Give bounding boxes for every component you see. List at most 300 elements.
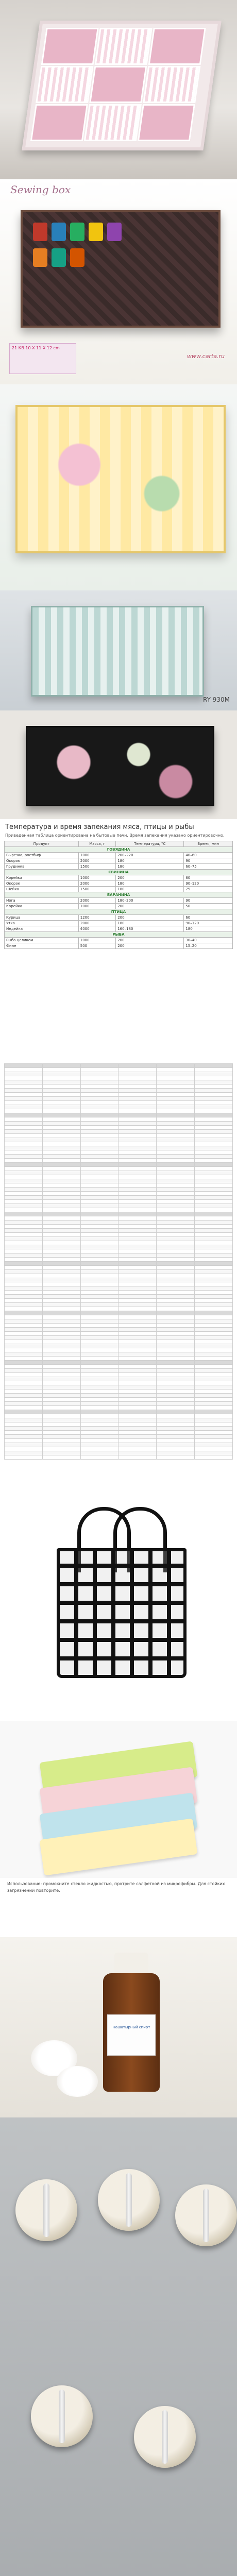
table-cell — [80, 1427, 118, 1431]
table-cell — [157, 1225, 195, 1229]
table-cell — [42, 1389, 80, 1394]
table-row — [5, 1093, 233, 1097]
table-cell — [157, 1212, 195, 1216]
table-cell — [5, 1398, 43, 1402]
table-cell — [195, 1225, 233, 1229]
table-cell — [195, 1410, 233, 1414]
table-cell — [157, 1410, 195, 1414]
table-cell — [42, 1167, 80, 1171]
table-cell — [195, 1200, 233, 1204]
table-cell — [80, 1328, 118, 1332]
table-cell — [5, 1109, 43, 1113]
table-cell: 180 — [116, 864, 184, 870]
table-cell — [80, 1167, 118, 1171]
table-cell — [80, 1377, 118, 1381]
table-cell — [80, 1179, 118, 1183]
table-cell — [157, 1373, 195, 1377]
table-row — [5, 1455, 233, 1460]
table-header-cell: Масса, г — [78, 841, 115, 847]
table-cell — [80, 1229, 118, 1233]
table-cell — [118, 1410, 157, 1414]
table-cell — [42, 1258, 80, 1262]
product-tag: RY 930M — [203, 696, 230, 703]
table-cell — [157, 1414, 195, 1418]
table-cell — [80, 1064, 118, 1068]
table-cell — [80, 1216, 118, 1221]
grey-table — [4, 1063, 233, 1460]
table-cell — [195, 1150, 233, 1155]
table-cell — [80, 1439, 118, 1443]
table-cell — [5, 1076, 43, 1080]
table-cell — [118, 1414, 157, 1418]
table-cell — [42, 1286, 80, 1291]
table-cell — [5, 1352, 43, 1357]
table-cell — [80, 1398, 118, 1402]
table-cell — [118, 1427, 157, 1431]
table-cell — [195, 1192, 233, 1196]
table-cell — [42, 1072, 80, 1076]
table-group-row: СВИНИНА — [5, 870, 233, 875]
table-cell — [5, 1344, 43, 1348]
table-cell — [157, 1072, 195, 1076]
table-cell — [157, 1122, 195, 1126]
table-row — [5, 1451, 233, 1455]
table-cell — [42, 1179, 80, 1183]
table-cell — [195, 1385, 233, 1389]
table-row — [5, 1262, 233, 1266]
table-row — [5, 1249, 233, 1253]
table-cell — [5, 1237, 43, 1241]
table-cell — [80, 1208, 118, 1212]
table-cell — [5, 1130, 43, 1134]
table-cell — [157, 1406, 195, 1410]
table-cell: 1000 — [78, 853, 115, 858]
table-cell — [195, 1274, 233, 1278]
table-cell — [80, 1175, 118, 1179]
table-row — [5, 1431, 233, 1435]
usage-paragraph: Использование: промокните стекло жидкостью, протрите салфеткой из микрофибры. Для стойких загрязнений повторите. — [7, 1882, 225, 1893]
table-cell — [195, 1447, 233, 1451]
table-cell — [118, 1146, 157, 1150]
table-cell — [195, 1270, 233, 1274]
table-cell — [80, 1126, 118, 1130]
table-cell — [42, 1340, 80, 1344]
table-cell — [42, 1365, 80, 1369]
table-cell — [195, 1155, 233, 1159]
table-row — [5, 1398, 233, 1402]
table-cell — [42, 1410, 80, 1414]
table-cell — [5, 1258, 43, 1262]
table-cell — [42, 1241, 80, 1245]
table-cell — [118, 1435, 157, 1439]
table-cell — [42, 1414, 80, 1418]
table-cell — [80, 1253, 118, 1258]
table-cell — [118, 1357, 157, 1361]
table-row — [5, 858, 233, 864]
table-row — [5, 1266, 233, 1270]
table-cell — [195, 1348, 233, 1352]
table-cell — [5, 1080, 43, 1084]
table-cell — [195, 1241, 233, 1245]
table-cell — [80, 1315, 118, 1319]
table-cell — [118, 1377, 157, 1381]
table-cell — [5, 1262, 43, 1266]
table-row — [5, 904, 233, 909]
table-cell — [5, 1097, 43, 1101]
table-cell — [118, 1183, 157, 1188]
table-cell — [80, 1204, 118, 1208]
table-cell — [42, 1315, 80, 1319]
table-cell — [5, 1113, 43, 1117]
table-cell — [5, 1138, 43, 1142]
table-cell: Рыба целиком — [5, 938, 79, 943]
table-cell — [157, 1398, 195, 1402]
table-cell — [118, 1101, 157, 1105]
table-cell: 180 — [116, 887, 184, 892]
table-cell: Окорок — [5, 858, 79, 864]
table-cell — [157, 1385, 195, 1389]
table-cell — [80, 1117, 118, 1122]
table-cell — [42, 1080, 80, 1084]
table-cell — [42, 1377, 80, 1381]
table-cell — [5, 1159, 43, 1163]
striped-box-photo — [0, 590, 237, 710]
table-cell — [157, 1179, 195, 1183]
table-cell — [195, 1117, 233, 1122]
table-cell — [5, 1270, 43, 1274]
table-cell — [42, 1348, 80, 1352]
table-cell — [118, 1315, 157, 1319]
table-cell — [118, 1266, 157, 1270]
table-cell — [157, 1307, 195, 1311]
table-cell — [195, 1299, 233, 1303]
table-cell — [5, 1068, 43, 1072]
table-cell — [195, 1402, 233, 1406]
stove-knob — [175, 2184, 237, 2246]
table-cell — [157, 1208, 195, 1212]
table-cell — [118, 1455, 157, 1460]
table-cell — [5, 1373, 43, 1377]
table-cell — [195, 1130, 233, 1134]
table-cell — [118, 1398, 157, 1402]
table-cell — [42, 1188, 80, 1192]
table-cell — [42, 1175, 80, 1179]
handbag — [57, 1548, 187, 1678]
table-cell — [157, 1229, 195, 1233]
stove-knob — [31, 2385, 93, 2447]
table-cell — [118, 1134, 157, 1138]
table-cell — [42, 1126, 80, 1130]
table-row — [5, 1089, 233, 1093]
table-cell — [118, 1163, 157, 1167]
table-cell — [195, 1303, 233, 1307]
table-cell — [195, 1221, 233, 1225]
table-cell — [118, 1291, 157, 1295]
table-cell — [118, 1286, 157, 1291]
table-cell — [118, 1167, 157, 1171]
black-floral-box — [26, 726, 214, 806]
table-row — [5, 1278, 233, 1282]
table-cell — [157, 1258, 195, 1262]
table-cell — [157, 1117, 195, 1122]
table-cell — [118, 1406, 157, 1410]
table-row — [5, 921, 233, 926]
microfibre-cloths-photo — [0, 1721, 237, 1878]
table-row — [5, 1221, 233, 1225]
table-cell — [5, 1245, 43, 1249]
table-cell — [157, 1447, 195, 1451]
table-cell — [5, 1192, 43, 1196]
table-cell — [5, 1183, 43, 1188]
table-row — [5, 1159, 233, 1163]
table-cell — [195, 1134, 233, 1138]
table-cell — [5, 1361, 43, 1365]
table-cell — [80, 1361, 118, 1365]
table-row — [5, 1447, 233, 1451]
table-cell — [157, 1427, 195, 1431]
table-cell — [5, 1455, 43, 1460]
table-row — [5, 1377, 233, 1381]
table-row — [5, 1167, 233, 1171]
table-cell — [157, 1150, 195, 1155]
table-cell — [42, 1212, 80, 1216]
table-cell — [42, 1150, 80, 1155]
table-row — [5, 1163, 233, 1167]
table-cell — [80, 1134, 118, 1138]
table-cell — [5, 1357, 43, 1361]
table-row — [5, 1299, 233, 1303]
table-cell: 2000 — [78, 898, 115, 904]
table-cell — [157, 1352, 195, 1357]
table-group-row: БАРАНИНА — [5, 892, 233, 898]
table-cell: 60–75 — [184, 864, 233, 870]
table-cell — [118, 1237, 157, 1241]
table-cell — [80, 1299, 118, 1303]
table-row — [5, 1369, 233, 1373]
table-subtitle: Приведенная таблица ориентирована на бытовые печи. Время запекания указано ориентировочно. — [5, 833, 225, 838]
table-cell: 200 — [116, 904, 184, 909]
table-cell — [42, 1278, 80, 1282]
table-cell — [80, 1159, 118, 1163]
table-cell — [80, 1385, 118, 1389]
table-cell — [5, 1188, 43, 1192]
table-cell — [195, 1418, 233, 1422]
table-cell — [5, 1196, 43, 1200]
table-cell — [118, 1179, 157, 1183]
table-cell — [80, 1324, 118, 1328]
table-cell — [5, 1402, 43, 1406]
table-cell — [80, 1142, 118, 1146]
table-cell — [157, 1282, 195, 1286]
table-cell: 200 — [116, 875, 184, 881]
table-cell — [42, 1208, 80, 1212]
table-row — [5, 1237, 233, 1241]
table-cell — [195, 1105, 233, 1109]
table-cell — [157, 1303, 195, 1307]
table-row — [5, 1253, 233, 1258]
table-cell — [42, 1130, 80, 1134]
table-cell — [80, 1183, 118, 1188]
table-cell — [195, 1233, 233, 1237]
table-row — [5, 1427, 233, 1431]
table-cell — [80, 1295, 118, 1299]
table-cell — [157, 1200, 195, 1204]
table-cell — [5, 1381, 43, 1385]
table-cell — [5, 1064, 43, 1068]
table-cell — [42, 1192, 80, 1196]
table-cell — [5, 1225, 43, 1229]
table-cell — [195, 1101, 233, 1105]
table-row — [5, 1435, 233, 1439]
table-cell: 1500 — [78, 864, 115, 870]
table-cell — [80, 1418, 118, 1422]
site-url: www.carta.ru — [187, 353, 225, 360]
table-cell — [5, 1377, 43, 1381]
table-cell — [157, 1431, 195, 1435]
table-cell — [42, 1418, 80, 1422]
table-cell — [195, 1126, 233, 1130]
table-cell: Филе — [5, 943, 79, 949]
table-cell — [157, 1266, 195, 1270]
table-cell: 90–120 — [184, 921, 233, 926]
table-cell — [118, 1068, 157, 1072]
table-cell: 2000 — [78, 881, 115, 887]
table-cell — [80, 1291, 118, 1295]
table-cell — [157, 1270, 195, 1274]
table-row — [5, 1084, 233, 1089]
table-header-cell: Время, мин — [184, 841, 233, 847]
table-row — [5, 1394, 233, 1398]
table-cell — [5, 1319, 43, 1324]
table-row — [5, 1303, 233, 1307]
table-cell — [42, 1295, 80, 1299]
table-row — [5, 1307, 233, 1311]
table-cell — [80, 1270, 118, 1274]
table-row — [5, 1179, 233, 1183]
table-cell — [42, 1142, 80, 1146]
table-cell — [195, 1266, 233, 1270]
table-cell: 180 — [116, 858, 184, 864]
table-cell — [195, 1455, 233, 1460]
table-cell — [118, 1155, 157, 1159]
table-cell — [195, 1171, 233, 1175]
table-cell — [195, 1414, 233, 1418]
table-cell — [157, 1422, 195, 1427]
table-cell — [157, 1159, 195, 1163]
table-cell — [5, 1311, 43, 1315]
table-row — [5, 1196, 233, 1200]
table-row — [5, 1175, 233, 1179]
table-cell — [5, 1229, 43, 1233]
flower-box-photo — [0, 384, 237, 590]
table-cell — [80, 1365, 118, 1369]
table-cell — [42, 1204, 80, 1208]
table-cell — [118, 1097, 157, 1101]
table-cell — [195, 1344, 233, 1348]
table-row — [5, 1443, 233, 1447]
table-cell — [195, 1237, 233, 1241]
table-cell — [5, 1089, 43, 1093]
table-cell — [157, 1130, 195, 1134]
table-cell — [118, 1402, 157, 1406]
table-cell — [195, 1328, 233, 1332]
table-row — [5, 1282, 233, 1286]
table-row — [5, 1138, 233, 1142]
sewing-box-photo — [0, 179, 237, 384]
table-cell — [118, 1381, 157, 1385]
table-row — [5, 1080, 233, 1084]
table-cell — [5, 1142, 43, 1146]
table-cell — [118, 1431, 157, 1435]
table-cell: 180 — [184, 926, 233, 932]
table-cell — [195, 1084, 233, 1089]
table-cell — [157, 1076, 195, 1080]
table-cell — [195, 1208, 233, 1212]
table-cell — [157, 1402, 195, 1406]
table-cell — [80, 1072, 118, 1076]
black-floral-box-photo — [0, 710, 237, 819]
table-cell — [42, 1262, 80, 1266]
table-cell — [42, 1357, 80, 1361]
table-cell — [42, 1155, 80, 1159]
table-cell — [118, 1373, 157, 1377]
table-cell — [157, 1381, 195, 1385]
table-cell — [42, 1101, 80, 1105]
table-cell — [195, 1258, 233, 1262]
table-cell: Корейка — [5, 904, 79, 909]
table-cell — [195, 1365, 233, 1369]
table-cell — [195, 1398, 233, 1402]
cotton-pad — [57, 2066, 98, 2097]
table-row — [5, 1332, 233, 1336]
table-row — [5, 887, 233, 892]
table-cell — [80, 1352, 118, 1357]
table-cell — [195, 1340, 233, 1344]
table-row — [5, 1064, 233, 1068]
table-cell: 50 — [184, 904, 233, 909]
table-cell — [118, 1122, 157, 1126]
table-cell: 1000 — [78, 875, 115, 881]
table-cell — [80, 1196, 118, 1200]
table-cell — [118, 1365, 157, 1369]
table-cell — [5, 1365, 43, 1369]
table-row — [5, 1365, 233, 1369]
table-cell — [5, 1435, 43, 1439]
table-cell — [42, 1299, 80, 1303]
table-cell — [42, 1282, 80, 1286]
table-cell: 90–120 — [184, 881, 233, 887]
table-cell — [118, 1200, 157, 1204]
table-cell — [5, 1299, 43, 1303]
table-cell — [80, 1278, 118, 1282]
table-cell — [5, 1150, 43, 1155]
organizer-photo — [0, 0, 237, 179]
table-row — [5, 1204, 233, 1208]
table-cell — [118, 1233, 157, 1237]
table-cell: Окорок — [5, 881, 79, 887]
table-cell — [5, 1233, 43, 1237]
table-header-cell: Продукт — [5, 841, 79, 847]
table-row — [5, 1270, 233, 1274]
table-cell — [80, 1443, 118, 1447]
table-row — [5, 1171, 233, 1175]
table-cell — [157, 1336, 195, 1340]
table-cell — [80, 1155, 118, 1159]
table-cell — [80, 1200, 118, 1204]
table-cell — [5, 1324, 43, 1328]
table-cell — [42, 1431, 80, 1435]
table-cell — [5, 1427, 43, 1431]
